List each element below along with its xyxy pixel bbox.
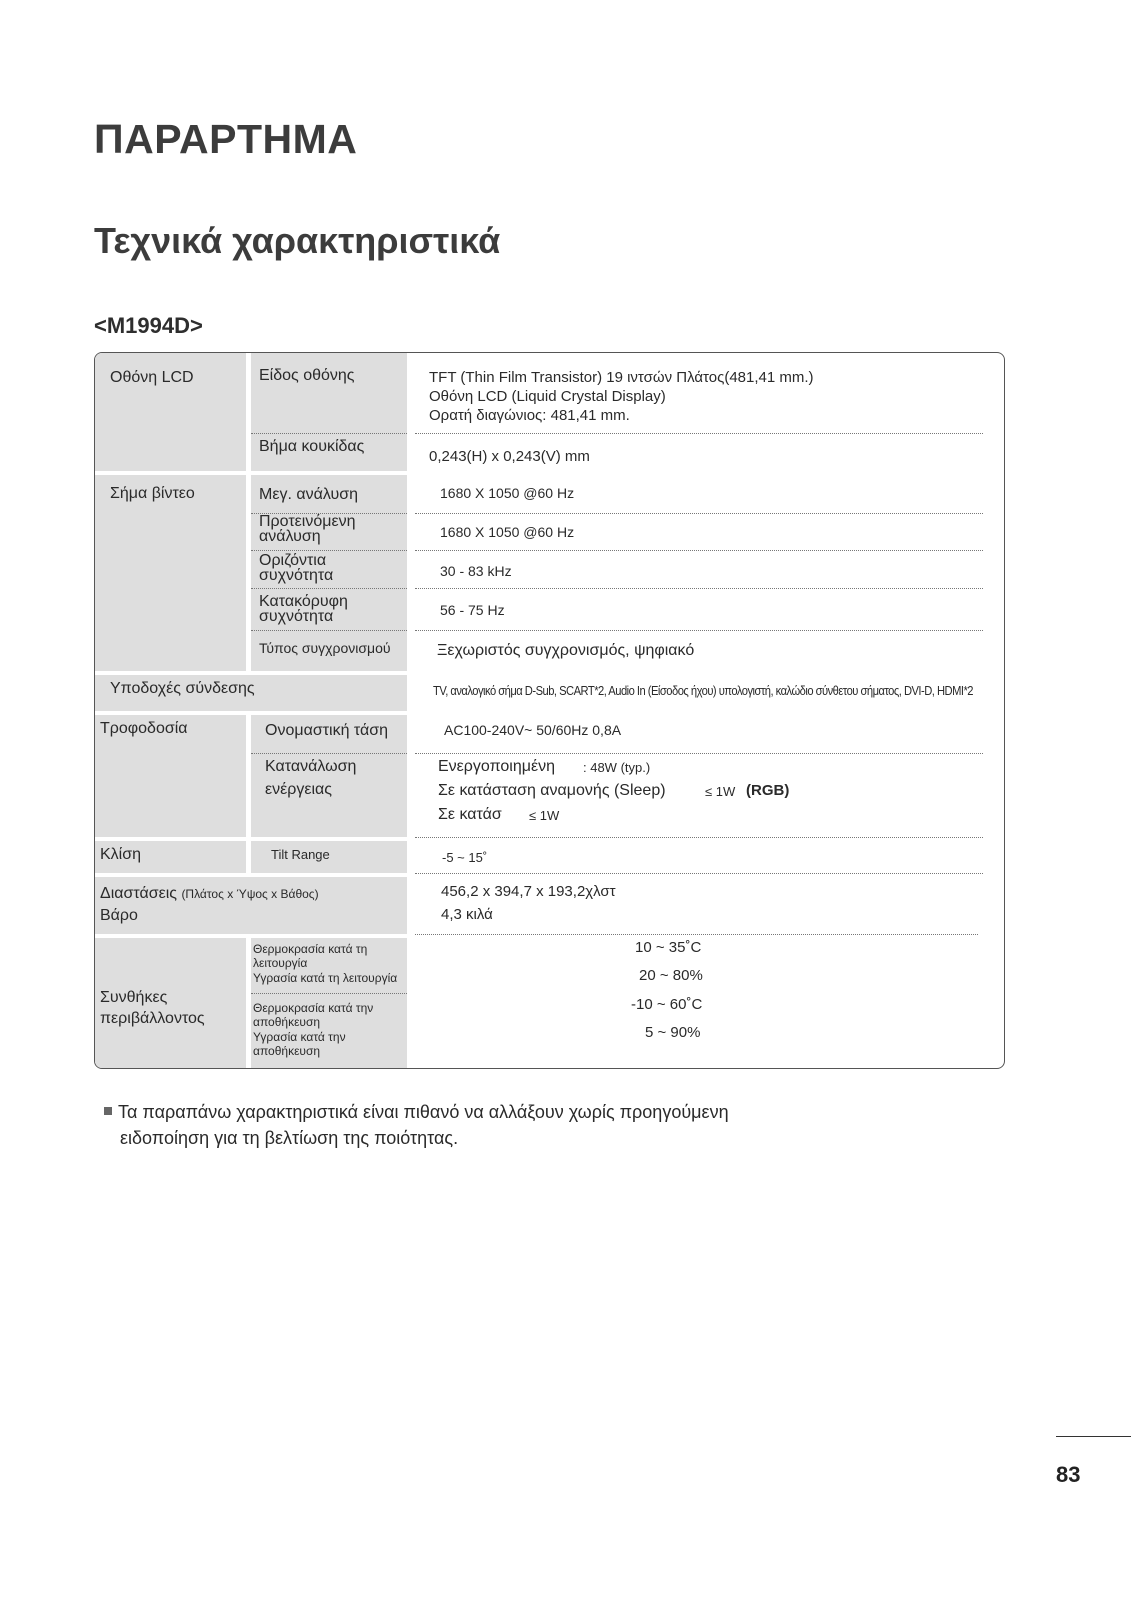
row-label-connectors: Υποδοχές σύνδεσης (110, 680, 255, 697)
label-hfreq-1: Οριζόντια (259, 552, 327, 569)
value-connectors: TV, αναλογικό σήμα D-Sub, SCART*2, Audio In (Είσοδος ήχου) υπολογιστή, καλώδιο σύνθετου σήματος, DVI-D, HDMI*2 (433, 683, 974, 698)
value-power-sleep-rgb: (RGB) (746, 782, 790, 799)
page-number-rule (1056, 1436, 1131, 1437)
divider (251, 433, 407, 434)
row-label-environment-1: Συνθήκες (100, 989, 168, 1006)
value-vfreq: 56 - 75 Hz (440, 602, 505, 618)
value-max-resolution: 1680 X 1050 @60 Hz (440, 485, 575, 501)
label-power-off: Σε κατάσ (438, 806, 502, 823)
section-title: Τεχνικά χαρακτηριστικά (94, 220, 501, 261)
label-consumption-2: ενέργειας (265, 781, 333, 798)
row-label-power: Τροφοδοσία (100, 720, 188, 737)
label-st-temp-2: αποθήκευση (253, 1015, 321, 1029)
divider (415, 550, 983, 551)
row-label-video: Σήμα βίντεο (110, 485, 195, 502)
label-op-temp-1: Θερμοκρασία κατά τη (253, 942, 368, 956)
divider (415, 837, 983, 838)
model-label: <M1994D> (94, 313, 203, 338)
bullet-square-icon (104, 1107, 112, 1115)
footnote-text-1: Τα παραπάνω χαρακτηριστικά είναι πιθανό να αλλάξουν χωρίς προηγούμενη (118, 1102, 729, 1122)
label-rec-resolution-2: ανάλυση (259, 528, 321, 545)
label-max-resolution: Μεγ. ανάλυση (259, 486, 358, 503)
value-power-off: ≤ 1W (529, 808, 560, 823)
footnote (104, 1099, 729, 1151)
row-label-dimensions (100, 885, 319, 903)
value-sync-type: Ξεχωριστός συγχρονισμός, ψηφιακό (437, 642, 695, 659)
cell-bg (95, 475, 246, 671)
label-panel-type: Είδος οθόνης (259, 367, 355, 384)
row-label-lcd: Οθόνη LCD (110, 369, 194, 386)
label-power-on: Ενεργοποιημένη (438, 758, 555, 775)
page-number: 83 (1056, 1462, 1081, 1487)
value-op-temp: 10 ~ 35˚C (635, 939, 702, 956)
spec-table (94, 352, 1005, 1069)
value-power-on: : 48W (typ.) (583, 760, 651, 775)
value-pixel-pitch: 0,243(H) x 0,243(V) mm (429, 448, 590, 465)
divider (415, 513, 983, 514)
dimensions-label: Διαστάσεις (100, 885, 177, 902)
label-vfreq-1: Κατακόρυφη (259, 593, 348, 610)
row-label-weight: Βάρο (100, 907, 138, 924)
label-rec-resolution-1: Προτεινόμενη (259, 513, 356, 530)
value-dimensions: 456,2 x 394,7 x 193,2χλστ (441, 883, 616, 900)
label-st-humidity-1: Υγρασία κατά την (253, 1030, 346, 1044)
label-tilt-range: Tilt Range (271, 847, 330, 862)
divider (251, 550, 407, 551)
row-divider (95, 711, 1004, 715)
label-vfreq-2: συχνότητα (259, 608, 334, 625)
value-panel-type-3: Ορατή διαγώνιος: 481,41 mm. (429, 407, 630, 424)
label-rated-voltage: Ονομαστική τάση (265, 722, 389, 739)
divider (415, 630, 983, 631)
divider (415, 873, 983, 874)
value-hfreq: 30 - 83 kHz (440, 563, 512, 579)
divider (251, 588, 407, 589)
row-divider (95, 671, 1004, 675)
value-panel-type-2: Οθόνη LCD (Liquid Crystal Display) (429, 388, 666, 405)
value-st-temp: -10 ~ 60˚C (631, 996, 703, 1013)
value-rec-resolution: 1680 X 1050 @60 Hz (440, 524, 575, 540)
divider (415, 433, 983, 434)
row-label-environment-2: περιβάλλοντος (100, 1010, 205, 1027)
value-op-humidity: 20 ~ 80% (639, 967, 703, 984)
divider (251, 753, 407, 754)
label-hfreq-2: συχνότητα (259, 567, 334, 584)
divider (415, 934, 978, 935)
value-panel-type-1: TFT (Thin Film Transistor) 19 ιντσών Πλάτος(481,41 mm.) (429, 369, 814, 386)
value-rated-voltage: AC100-240V~ 50/60Hz 0,8A (444, 722, 622, 738)
footnote-text-2: ειδοποίηση για τη βελτίωση της ποιότητας. (120, 1128, 459, 1148)
label-pixel-pitch: Βήμα κουκίδας (259, 438, 365, 455)
divider (251, 630, 407, 631)
row-label-tilt: Κλίση (100, 846, 141, 863)
label-sync-type: Τύπος συγχρονισμού (259, 640, 391, 656)
page-heading: ΠΑΡΑΡΤΗΜΑ (94, 116, 358, 162)
divider (415, 588, 983, 589)
label-consumption-1: Κατανάλωση (265, 758, 357, 775)
footnote-line-1 (104, 1099, 729, 1125)
divider (251, 993, 407, 994)
value-power-sleep: ≤ 1W (705, 784, 736, 799)
row-divider (95, 471, 1004, 475)
value-weight: 4,3 κιλά (441, 906, 493, 923)
dimensions-note: (Πλάτος x Ύψος x Βάθος) (181, 887, 319, 901)
footnote-line-2 (104, 1125, 729, 1151)
label-power-sleep: Σε κατάσταση αναμονής (Sleep) (438, 782, 666, 799)
value-st-humidity: 5 ~ 90% (645, 1024, 701, 1041)
label-op-humidity: Υγρασία κατά τη λειτουργία (253, 971, 398, 985)
value-tilt-range: -5 ~ 15˚ (442, 850, 488, 865)
label-op-temp-2: λειτουργία (253, 956, 308, 970)
label-st-humidity-2: αποθήκευση (253, 1044, 321, 1058)
label-st-temp-1: Θερμοκρασία κατά την (253, 1001, 374, 1015)
divider (415, 753, 983, 754)
